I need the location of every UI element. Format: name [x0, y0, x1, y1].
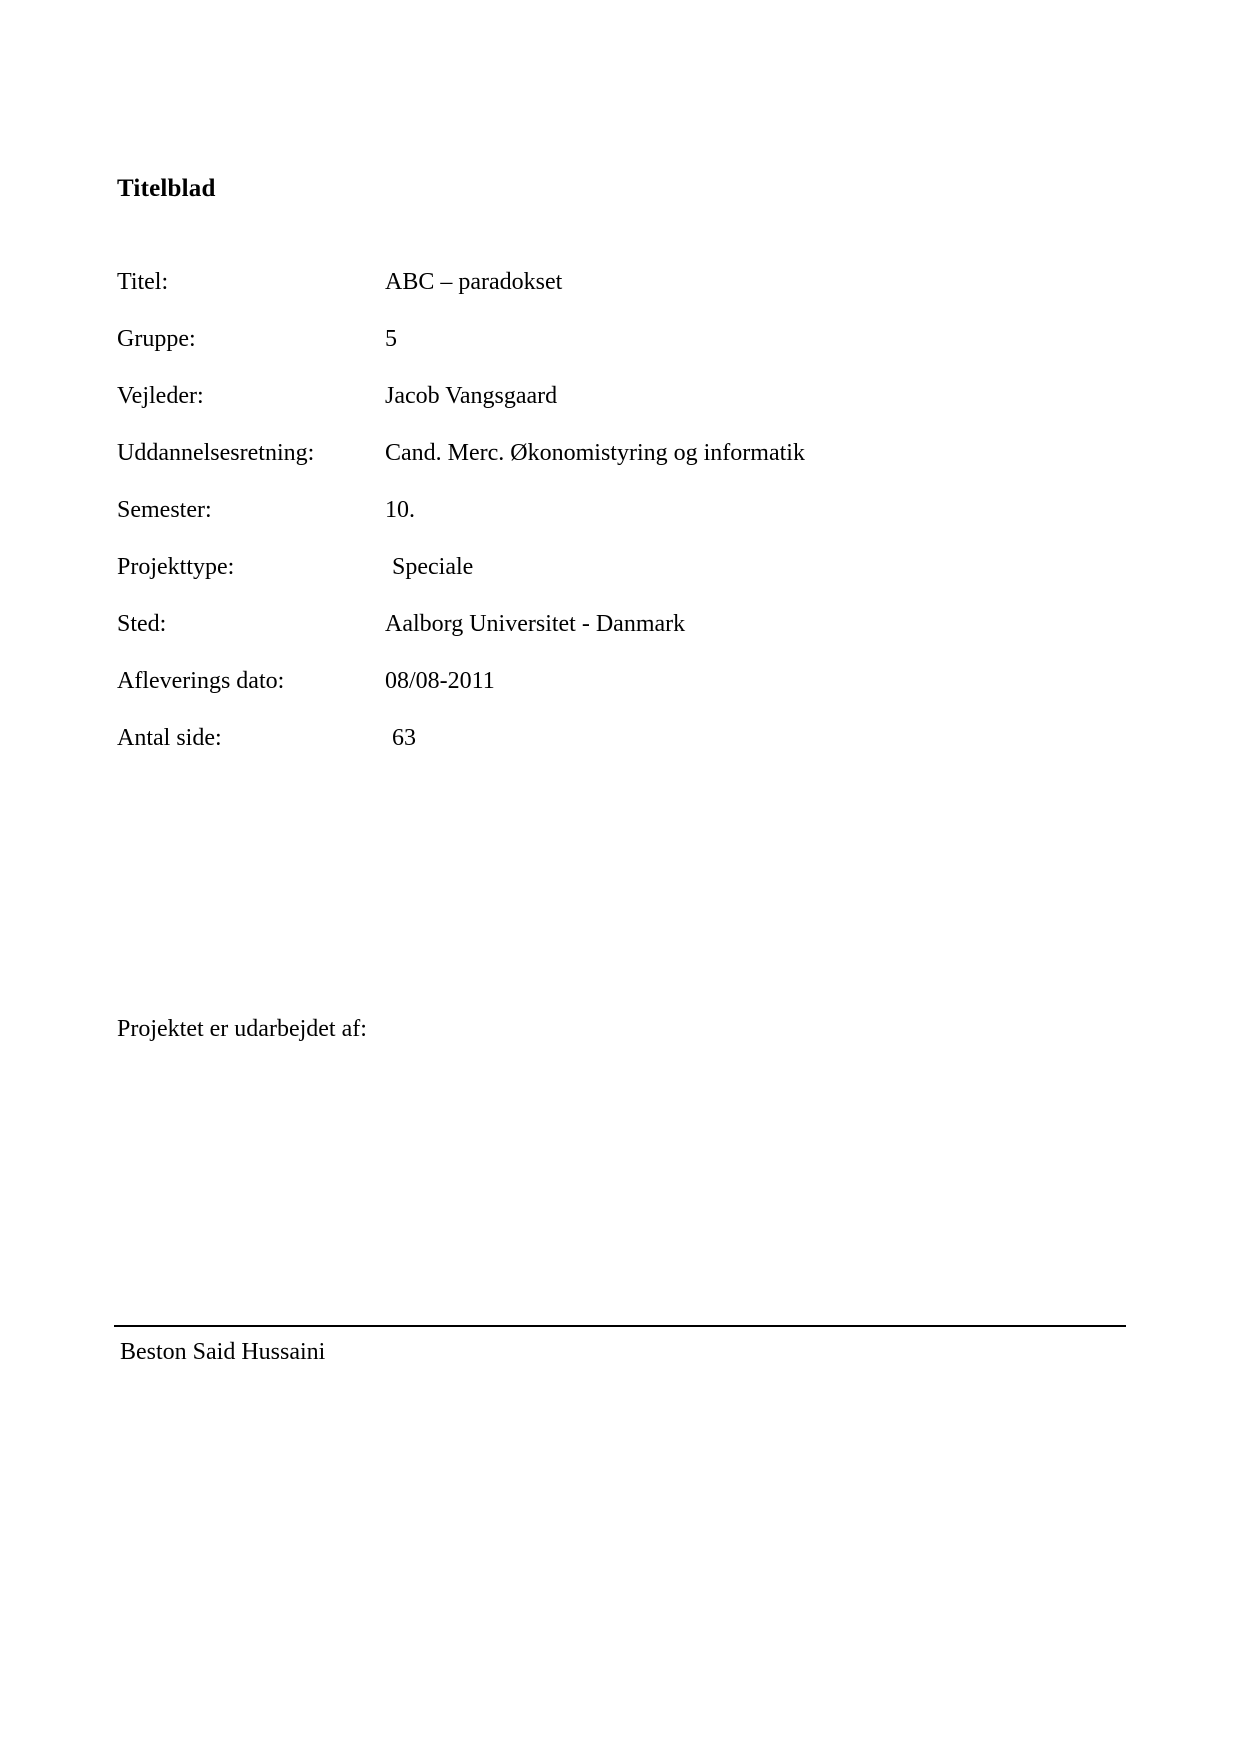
table-row — [117, 610, 1017, 667]
field-label-semester: Semester: — [117, 497, 212, 523]
field-value-semester: 10. — [385, 497, 415, 523]
signature-name: Beston Said Hussaini — [120, 1339, 326, 1365]
table-row — [117, 268, 1017, 325]
title-page-metadata-table — [117, 268, 1017, 781]
table-row — [117, 382, 1017, 439]
table-row — [117, 724, 1017, 781]
signature-rule — [114, 1325, 1126, 1327]
field-value-sted: Aalborg Universitet - Danmark — [385, 611, 686, 637]
field-label-projekttype: Projekttype: — [117, 554, 235, 580]
field-value-projekttype: Speciale — [392, 554, 474, 580]
field-label-sted: Sted: — [117, 611, 167, 637]
field-value-afleverings-dato: 08/08-2011 — [385, 668, 495, 694]
field-label-antal-side: Antal side: — [117, 725, 222, 751]
field-value-gruppe: 5 — [385, 326, 397, 352]
field-value-vejleder: Jacob Vangsgaard — [385, 383, 558, 409]
field-label-afleverings-dato: Afleverings dato: — [117, 668, 285, 694]
table-row — [117, 439, 1017, 496]
field-value-uddannelsesretning: Cand. Merc. Økonomistyring og informatik — [385, 440, 805, 466]
field-label-vejleder: Vejleder: — [117, 383, 204, 409]
field-label-titel: Titel: — [117, 269, 169, 295]
authored-by-label: Projektet er udarbejdet af: — [117, 1016, 367, 1042]
field-value-titel: ABC – paradokset — [385, 269, 563, 295]
field-value-antal-side: 63 — [392, 725, 416, 751]
field-label-gruppe: Gruppe: — [117, 326, 196, 352]
table-row — [117, 667, 1017, 724]
table-row — [117, 325, 1017, 382]
signature-block — [114, 1325, 1126, 1366]
field-label-uddannelsesretning: Uddannelsesretning: — [117, 440, 315, 466]
table-row — [117, 496, 1017, 553]
page-title: Titelblad — [117, 175, 216, 202]
table-row — [117, 553, 1017, 610]
